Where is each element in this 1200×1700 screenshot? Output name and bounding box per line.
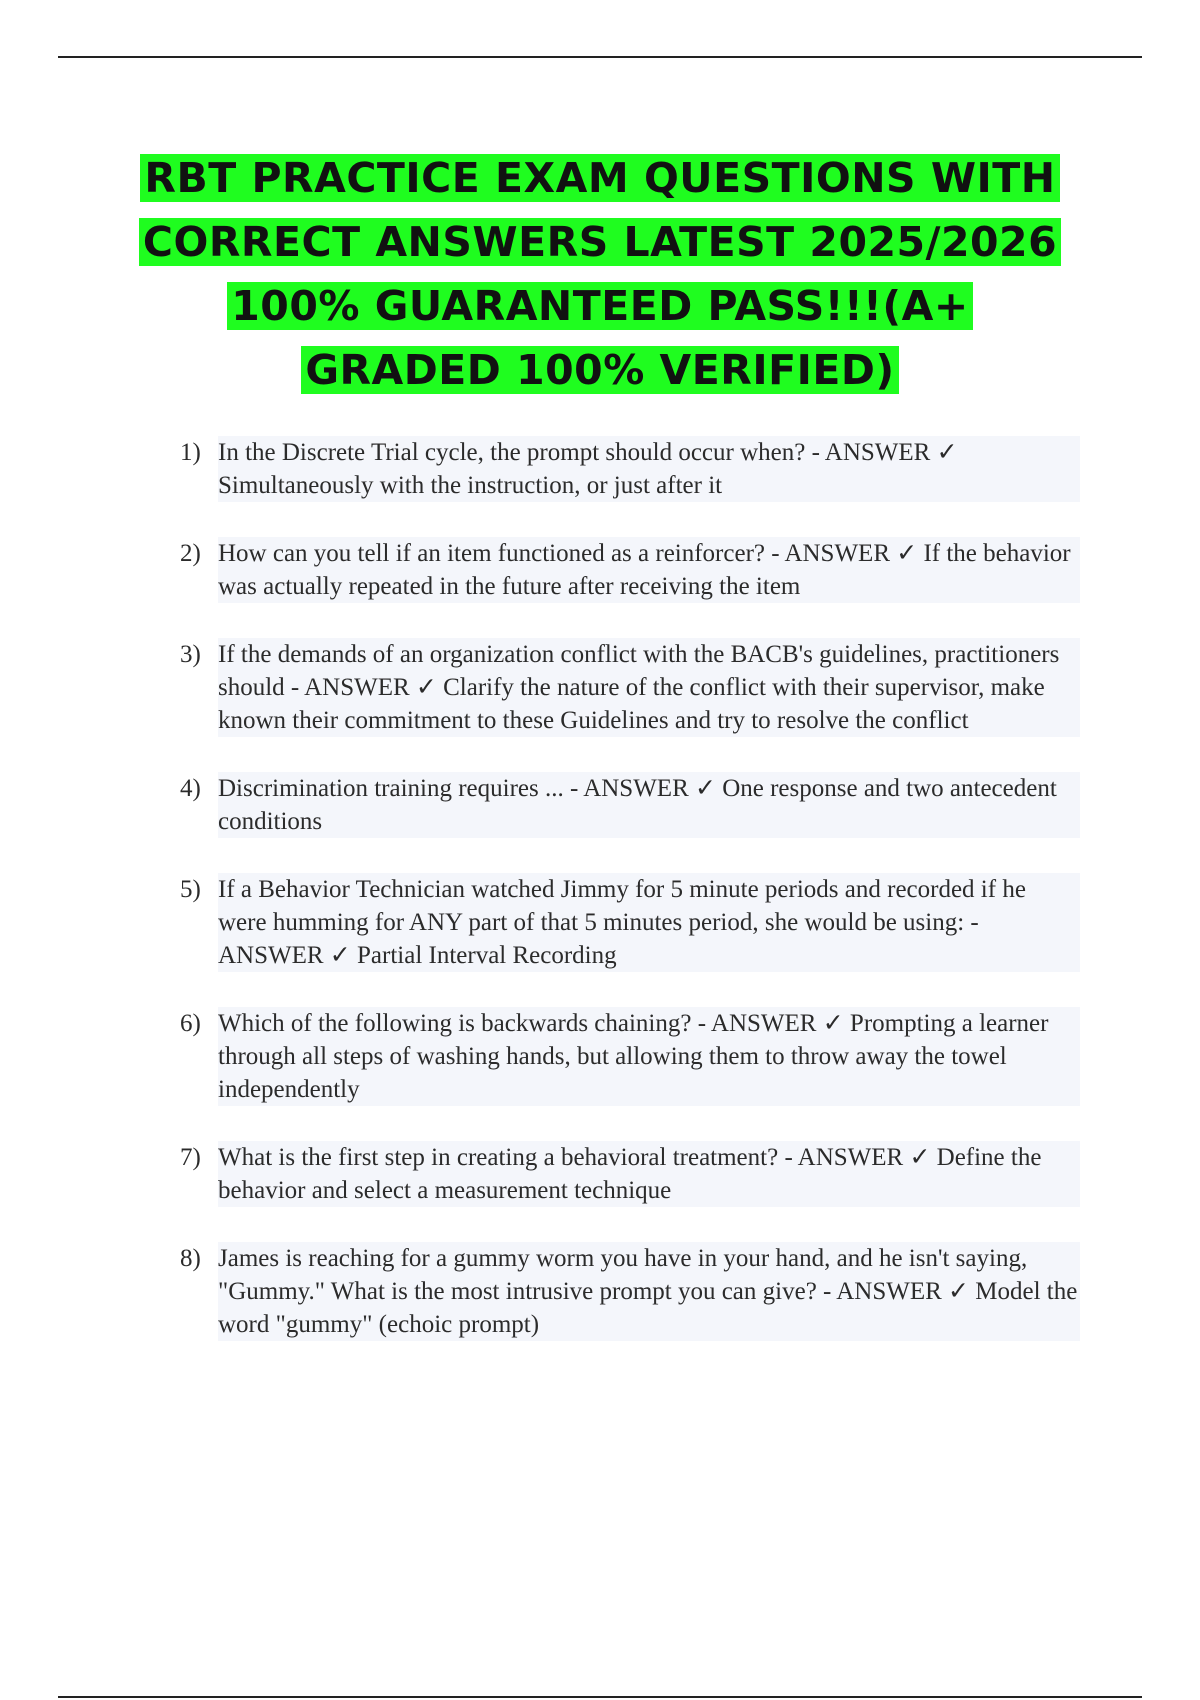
title-line: GRADED 100% VERIFIED) (100, 338, 1100, 402)
question-number: 7) (180, 1144, 201, 1171)
title-line: CORRECT ANSWERS LATEST 2025/2026 (100, 210, 1100, 274)
question-number: 5) (180, 876, 201, 903)
question-item (180, 873, 1080, 972)
question-item (180, 1007, 1080, 1106)
top-rule (58, 56, 1142, 58)
question-text: Discrimination training requires ... - ANSWER ✓ One response and two antecedent conditions (218, 772, 1080, 838)
question-number: 2) (180, 540, 201, 567)
question-list (180, 436, 1080, 1376)
question-text: James is reaching for a gummy worm you have in your hand, and he isn't saying, "Gummy." What is the most intrusive prompt you can give? - ANSWER ✓ Model the word "gummy" (echoic prompt) (218, 1242, 1080, 1341)
question-item (180, 537, 1080, 603)
question-text: Which of the following is backwards chaining? - ANSWER ✓ Prompting a learner through all steps of washing hands, but allowing them to throw away the towel independently (218, 1007, 1080, 1106)
question-number: 1) (180, 439, 201, 466)
question-text: What is the first step in creating a behavioral treatment? - ANSWER ✓ Define the behavior and select a measurement technique (218, 1141, 1080, 1207)
question-number: 8) (180, 1245, 201, 1272)
document-title (100, 146, 1100, 402)
question-item (180, 436, 1080, 502)
question-text: If the demands of an organization conflict with the BACB's guidelines, practitioners should - ANSWER ✓ Clarify the nature of the conflict with their supervisor, make known their commitment to these Guidelines and try to resolve the conflict (218, 638, 1080, 737)
question-item (180, 772, 1080, 838)
question-item (180, 638, 1080, 737)
title-line: RBT PRACTICE EXAM QUESTIONS WITH (100, 146, 1100, 210)
question-text: If a Behavior Technician watched Jimmy for 5 minute periods and recorded if he were humming for ANY part of that 5 minutes period, she would be using: - ANSWER ✓ Partial Interval Recording (218, 873, 1080, 972)
question-item (180, 1242, 1080, 1341)
question-number: 4) (180, 775, 201, 802)
question-number: 6) (180, 1010, 201, 1037)
bottom-rule (58, 1696, 1142, 1698)
question-text: In the Discrete Trial cycle, the prompt should occur when? - ANSWER ✓ Simultaneously with the instruction, or just after it (218, 436, 1080, 502)
title-line: 100% GUARANTEED PASS!!!(A+ (100, 274, 1100, 338)
question-item (180, 1141, 1080, 1207)
question-number: 3) (180, 641, 201, 668)
question-text: How can you tell if an item functioned as a reinforcer? - ANSWER ✓ If the behavior was actually repeated in the future after receiving the item (218, 537, 1080, 603)
